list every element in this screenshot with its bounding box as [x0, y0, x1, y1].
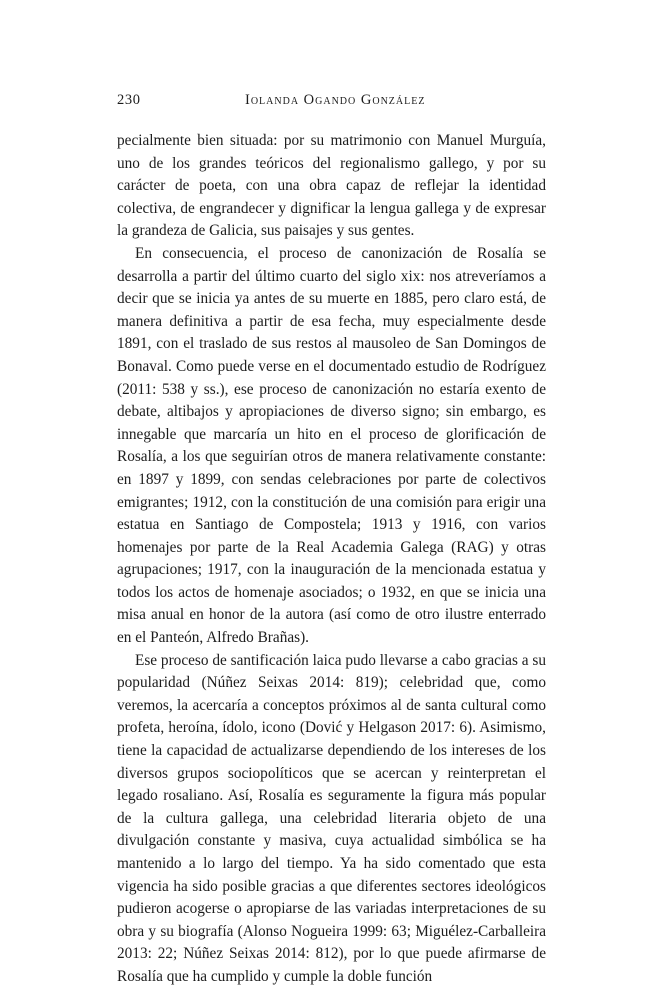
- running-head: [117, 92, 546, 114]
- running-head-author: Iolanda Ogando González: [245, 92, 426, 108]
- book-page: [117, 92, 546, 989]
- body-text: [117, 130, 546, 989]
- paragraph: Ese proceso de santificación laica pudo llevarse a cabo gracias a su popularidad (Núñez Seixas 2014: 819); celebridad que, como veremos, la acercaría a conceptos próximos al de santa cultural como profeta, heroína, ídolo, icono (Dović y Helgason 2017: 6). Asimismo, tiene la capacidad de actualizarse dependiendo de los intereses de los diversos grupos sociopolíticos que se acercan y reinterpretan el legado rosaliano. Así, Rosalía es seguramente la figura más popular de la cultura gallega, una celebridad literaria objeto de una divulgación constante y masiva, cuya actualidad simbólica se ha mantenido a lo largo del tiempo. Ya ha sido comentado que esta vigencia ha sido posible gracias a que diferentes sectores ideológicos pudieron acogerse o apropiarse de las variadas interpretaciones de su obra y su biografía (Alonso Nogueira 1999: 63; Miguélez-Carballeira 2013: 22; Núñez Seixas 2014: 812), por lo que puede afirmarse de Rosalía que ha cumplido y cumple la doble función: [117, 651, 546, 985]
- paragraph: En consecuencia, el proceso de canonización de Rosalía se desarrolla a partir del último cuarto del siglo xix: nos atreveríamos a decir que se inicia ya antes de su muerte en 1885, pero claro está, de manera definitiva a partir de esa fecha, muy especialmente desde 1891, con el traslado de sus restos al mausoleo de San Domingos de Bonaval. Como puede verse en el documentado estudio de Rodríguez (2011: 538 y ss.), ese proceso de canonización no estaría exento de debate, altibajos y apropiaciones de diverso signo; sin embargo, es innegable que marcaría un hito en el proceso de glorificación de Rosalía, a los que seguirían otros de manera relativamente constante: en 1897 y 1899, con sendas celebraciones por parte de colectivos emigrantes; 1912, con la constitución de una comisión para erigir una estatua en Santiago de Compostela; 1913 y 1916, con varios homenajes por parte de la Real Academia Galega (RAG) y otras agrupaciones; 1917, con la inauguración de la mencionada estatua y todos los actos de homenaje asociados; o 1932, en que se inicia una misa anual en honor de la autora (así como de otro ilustre enterrado en el Panteón, Alfredo Brañas).: [117, 244, 546, 647]
- paragraph-continued: pecialmente bien situada: por su matrimonio con Manuel Murguía, uno de los grandes teóricos del regionalismo gallego, y por su carácter de poeta, con una obra capaz de reflejar la identidad colectiva, de engrandecer y dignificar la lengua gallega y de expresar la grandeza de Galicia, sus paisajes y sus gentes.: [117, 132, 546, 240]
- page-number: 230: [117, 92, 141, 108]
